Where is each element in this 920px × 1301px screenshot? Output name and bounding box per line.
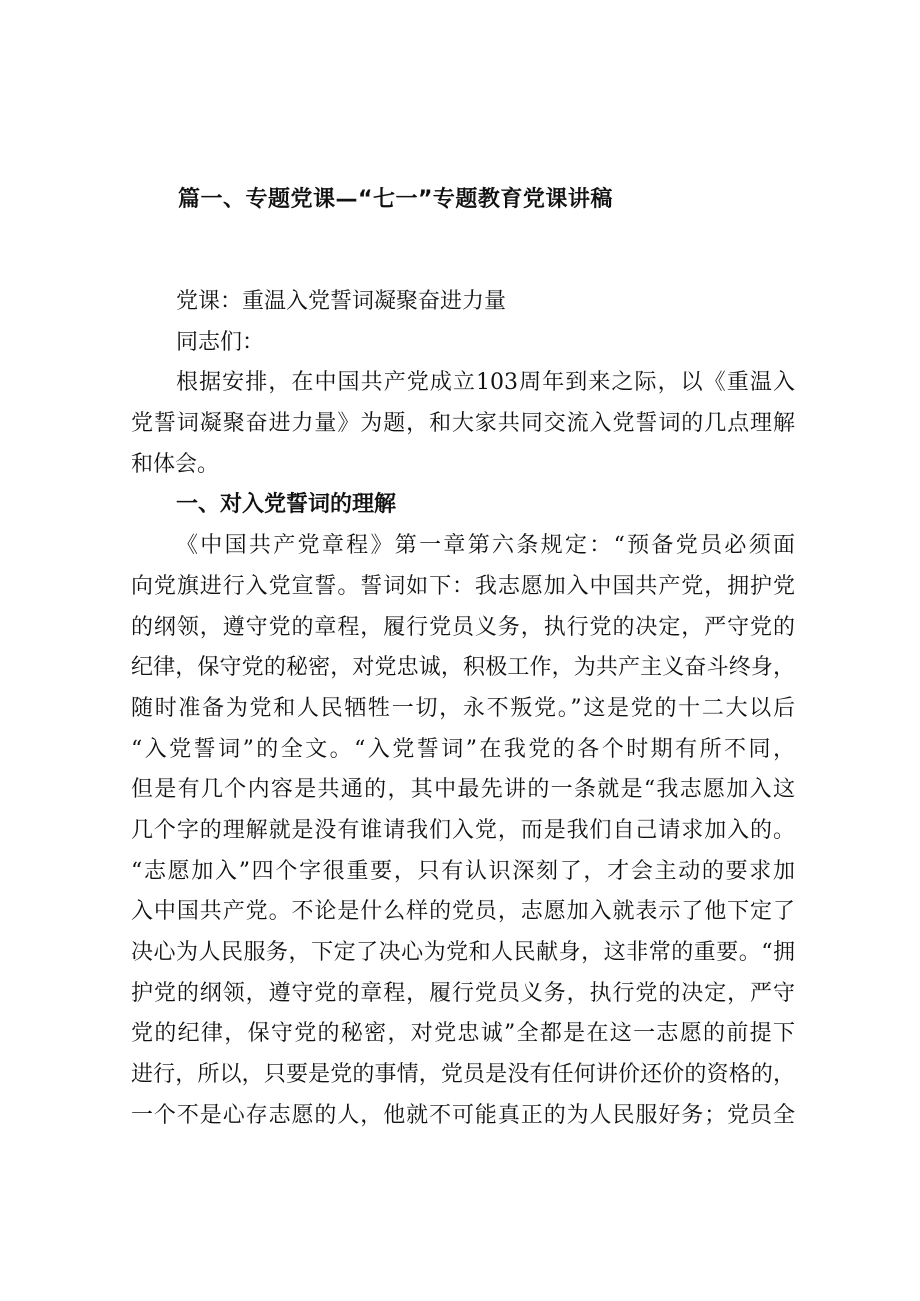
salutation: 同志们： [176,329,265,355]
body-line: 一个不是心存志愿的人，他就不可能真正的为人民服好务；党员全 [131,1102,795,1128]
body-line: 几个字的理解就是没有谁请我们入党，而是我们自己请求加入的。 [131,817,795,843]
intro-line: 和体会。 [131,451,220,477]
body-line: “入党誓词”的全文。“入党誓词”在我党的各个时期有所不同， [131,736,795,762]
document-body [131,282,795,1136]
body-line: 党的纪律，保守党的秘密，对党忠诚”全都是在这一志愿的前提下 [131,1021,795,1047]
body-line: 但是有几个内容是共通的，其中最先讲的一条就是“我志愿加入这 [131,777,795,803]
body-line: 进行，所以，只要是党的事情，党员是没有任何讲价还价的资格的， [131,1062,795,1088]
section-heading: 一、对入党誓词的理解 [176,492,397,518]
document-title: 篇一、专题党课—“七一”专题教育党课讲稿 [178,187,613,212]
body-line: 《中国共产党章程》第一章第六条规定：“预备党员必须面 [176,533,795,559]
body-line: 入中国共产党。不论是什么样的党员，志愿加入就表示了他下定了 [131,899,795,925]
body-line: 护党的纲领，遵守党的章程，履行党员义务，执行党的决定，严守 [131,980,795,1006]
lesson-subtitle: 党课：重温入党誓词凝聚奋进力量 [176,289,507,314]
body-line: 随时准备为党和人民牺牲一切，永不叛党。”这是党的十二大以后 [131,695,795,721]
body-line: 向党旗进行入党宣誓。誓词如下：我志愿加入中国共产党，拥护党 [131,573,795,599]
body-line: “志愿加入”四个字很重要，只有认识深刻了，才会主动的要求加 [131,858,795,884]
body-line: 决心为人民服务，下定了决心为党和人民献身，这非常的重要。“拥 [131,940,795,965]
body-line: 纪律，保守党的秘密，对党忠诚，积极工作，为共产主义奋斗终身， [131,655,795,681]
intro-line: 根据安排，在中国共产党成立103周年到来之际，以《重温入 [176,370,795,396]
body-line: 的纲领，遵守党的章程，履行党员义务，执行党的决定，严守党的 [131,614,795,640]
intro-line: 党誓词凝聚奋进力量》为题，和大家共同交流入党誓词的几点理解 [131,411,795,437]
